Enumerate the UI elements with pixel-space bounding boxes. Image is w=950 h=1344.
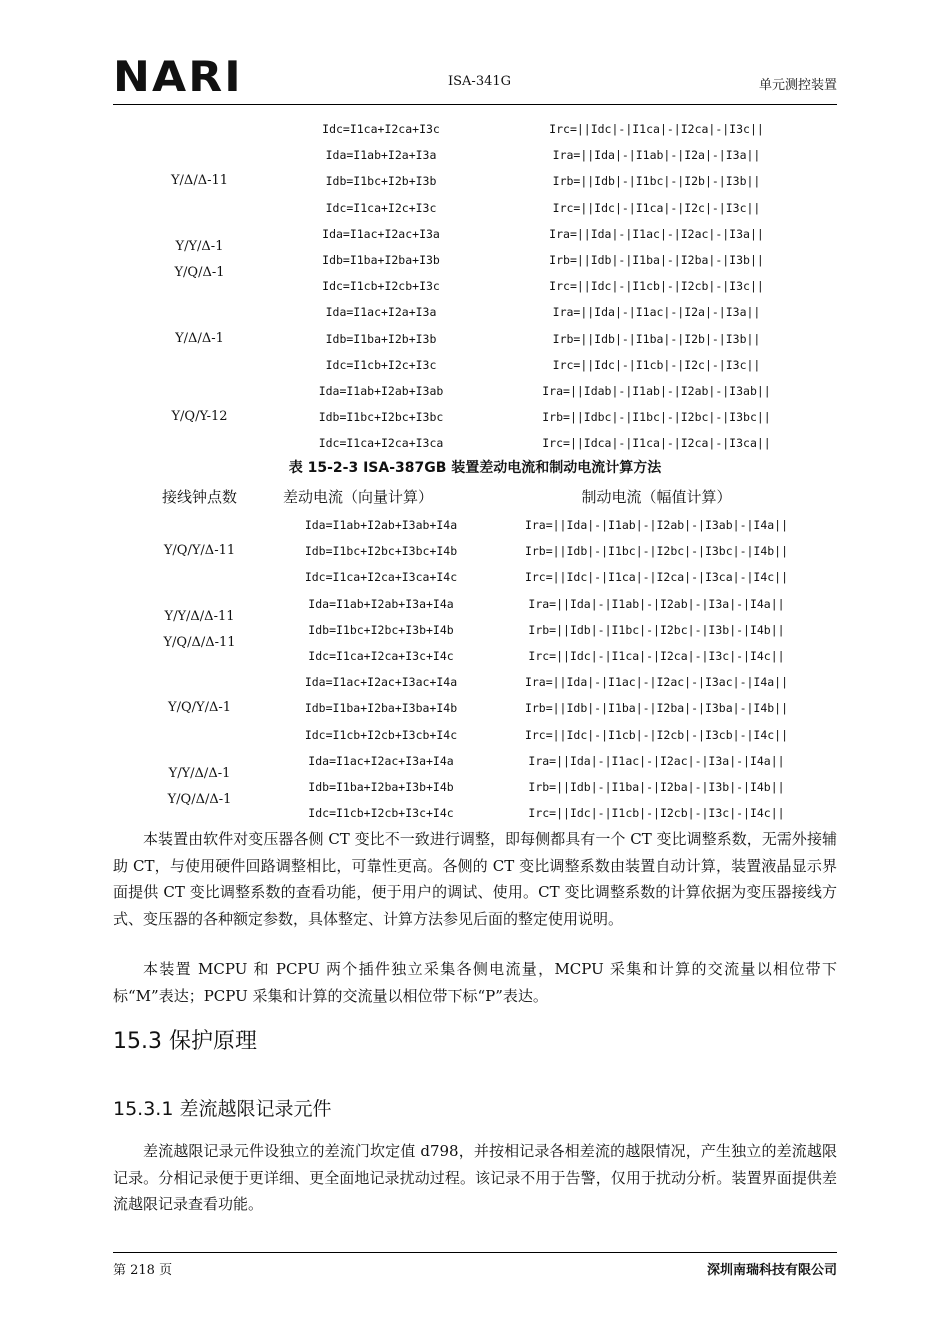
table-row <box>113 142 837 168</box>
paragraph-diff-record: 差流越限记录元件设独立的差流门坎定值 d798，并按相记录各相差流的越限情况，产生独立的差流越限记录。分相记录便于更详细、更全面地记录扰动过程。该记录不用于告警，仅用于扰动分析。装置界面提供差流越限记录查看功能。 <box>113 1142 837 1213</box>
restraint-current-formula: Ira=||Ida|-|I1ac|-|I2a|-|I3a|| <box>552 305 761 320</box>
restraint-current-formula: Irc=||Idca|-|I1ca|-|I2ca|-|I3ca|| <box>542 436 771 451</box>
table-row <box>113 378 837 404</box>
restraint-current-formula: Irc=||Idc|-|I1cb|-|I2c|-|I3c|| <box>552 357 761 372</box>
table-row <box>113 352 837 378</box>
diff-current-formula: Idb=I1bc+I2bc+I3b+I4b <box>308 622 454 637</box>
header-divider <box>113 104 837 105</box>
restraint-current-formula: Irb=||Idb|-|I1bc|-|I2bc|-|I3b|-|I4b|| <box>528 622 785 637</box>
page-number: 第 218 页 <box>113 1263 173 1278</box>
table-row <box>113 512 837 538</box>
diff-current-formula: Idb=I1ba+I2ba+I3b <box>322 253 440 267</box>
table-row <box>113 404 837 430</box>
header-diff-current: 差动电流（向量计算） <box>282 488 433 506</box>
wiring-label: Y/Q/Δ/Δ-11 <box>163 634 236 650</box>
diff-current-formula: Ida=I1ac+I2ac+I3a+I4a <box>308 753 454 768</box>
restraint-current-formula: Irc=||Idc|-|I1cb|-|I2cb|-|I3c|-|I4c|| <box>528 806 785 821</box>
restraint-current-formula: Irb=||Idb|-|I1ba|-|I2b|-|I3b|| <box>552 331 761 346</box>
restraint-current-formula: Irb=||Idb|-|I1ba|-|I2ba|-|I3b|-|I4b|| <box>528 780 785 794</box>
nari-logo: NARI <box>113 52 243 101</box>
restraint-current-formula: Irb=||Idb|-|I1ba|-|I2ba|-|I3ba|-|I4b|| <box>524 701 789 716</box>
diff-current-formula: Idb=I1bc+I2bc+I3bc <box>318 410 444 425</box>
header-model: ISA-341G <box>448 74 512 89</box>
diff-current-formula: Idb=I1ba+I2ba+I3ba+I4b <box>304 701 458 716</box>
wiring-label: Y/Q/Δ/Δ-1 <box>167 792 232 808</box>
table-row <box>113 168 837 194</box>
diff-current-formula: Ida=I1ac+I2a+I3a <box>325 305 437 320</box>
table-row <box>113 195 837 221</box>
restraint-current-formula: Irb=||Idb|-|I1ba|-|I2ba|-|I3b|| <box>549 253 764 267</box>
table-row <box>113 748 837 774</box>
restraint-current-formula: Ira=||Ida|-|I1ac|-|I2ac|-|I3ac|-|I4a|| <box>524 675 789 690</box>
wiring-label: Y/Y/Δ/Δ-1 <box>168 766 231 782</box>
table-row <box>113 695 837 721</box>
diff-current-formula: Idc=I1ca+I2ca+I3ca+I4c <box>304 570 458 585</box>
footer-divider <box>113 1252 837 1253</box>
company-name: 深圳南瑞科技有限公司 <box>706 1263 837 1278</box>
wiring-label: Y/Q/Δ-1 <box>174 265 225 281</box>
header-doc-title: 单元测控装置 <box>758 78 837 93</box>
diff-current-formula: Idc=I1cb+I2cb+I3c <box>322 279 440 294</box>
diff-current-formula: Idc=I1cb+I2cb+I3c+I4c <box>308 806 454 821</box>
diff-current-formula: Idc=I1ca+I2ca+I3c+I4c <box>308 649 454 663</box>
diff-current-formula: Idc=I1cb+I2c+I3c <box>325 357 437 372</box>
diff-current-formula: Idc=I1ca+I2ca+I3ca <box>318 436 444 451</box>
diff-current-formula: Idc=I1ca+I2ca+I3c <box>322 122 440 136</box>
restraint-current-formula: Ira=||Ida|-|I1ab|-|I2ab|-|I3a|-|I4a|| <box>528 596 785 611</box>
restraint-current-formula: Irb=||Idb|-|I1bc|-|I2b|-|I3b|| <box>552 174 761 189</box>
table-row <box>113 247 837 273</box>
wiring-label: Y/Q/Y/Δ-1 <box>167 700 231 716</box>
table-row <box>113 221 837 247</box>
restraint-current-formula: Irc=||Idc|-|I1ca|-|I2ca|-|I3c|-|I4c|| <box>528 649 785 663</box>
table-row <box>113 774 837 800</box>
subsection-title: 15.3.1 差流越限记录元件 <box>113 1098 332 1120</box>
diff-current-formula: Ida=I1ab+I2a+I3a <box>325 148 437 163</box>
table-row <box>113 800 837 826</box>
restraint-current-formula: Irc=||Idc|-|I1ca|-|I2ca|-|I3c|| <box>549 122 764 136</box>
diff-current-formula: Idb=I1ba+I2b+I3b <box>325 331 437 346</box>
diff-current-formula: Idc=I1ca+I2c+I3c <box>325 200 437 215</box>
table-row <box>113 299 837 325</box>
restraint-current-formula: Irc=||Idc|-|I1cb|-|I2cb|-|I3c|| <box>549 279 764 294</box>
header-restraint-current: 制动电流（幅值计算） <box>581 488 732 506</box>
diff-current-formula: Ida=I1ac+I2ac+I3a <box>322 226 440 241</box>
paragraph-ct-ratio: 本装置由软件对变压器各侧 CT 变比不一致进行调整，即每侧都具有一个 CT 变比调整系数，无需外接辅助 CT，与使用硬件回路调整相比，可靠性更高。各侧的 CT 变比调整系数由装置自动计算，装置液晶显示界面提供 CT 变比调整系数的查看功能，便于用户的调试、使用。CT 变比调整系数的计算依据为变压器接线方式、变压器的各种额定参数，具体整定、计算方法参见后面的整定使用说明。 <box>113 830 837 928</box>
diff-current-formula: Ida=I1ab+I2ab+I3ab <box>318 384 444 398</box>
diff-current-formula: Ida=I1ab+I2ab+I3a+I4a <box>308 596 454 611</box>
paragraph-cpu: 本装置 MCPU 和 PCPU 两个插件独立采集各侧电流量，MCPU 采集和计算的交流量以相位带下标“M”表达；PCPU 采集和计算的交流量以相位带下标“P”表达。 <box>113 960 837 1005</box>
wiring-label: Y/Y/Δ/Δ-11 <box>164 608 235 624</box>
wiring-label: Y/Q/Y/Δ-11 <box>163 543 236 559</box>
restraint-current-formula: Ira=||Ida|-|I1ac|-|I2ac|-|I3a|| <box>549 226 764 241</box>
wiring-label: Y/Q/Y-12 <box>171 409 228 425</box>
table-row <box>113 430 837 456</box>
header-wiring: 接线钟点数 <box>161 488 237 506</box>
restraint-current-formula: Ira=||Ida|-|I1ac|-|I2ac|-|I3a|-|I4a|| <box>528 753 785 768</box>
diff-current-formula: Ida=I1ab+I2ab+I3ab+I4a <box>304 518 458 532</box>
wiring-label: Y/Δ/Δ-11 <box>170 173 229 189</box>
section-title: 15.3 保护原理 <box>113 1029 257 1054</box>
table-row <box>113 617 837 643</box>
diff-current-formula: Idb=I1bc+I2bc+I3bc+I4b <box>304 544 458 559</box>
diff-current-formula: Idb=I1bc+I2b+I3b <box>325 174 437 189</box>
table-row <box>113 591 837 617</box>
diff-current-formula: Idb=I1ba+I2ba+I3b+I4b <box>308 780 454 794</box>
restraint-current-formula: Irc=||Idc|-|I1cb|-|I2cb|-|I3cb|-|I4c|| <box>524 727 789 742</box>
wiring-label: Y/Δ/Δ-1 <box>175 330 224 346</box>
restraint-current-formula: Irc=||Idc|-|I1ca|-|I2c|-|I3c|| <box>552 200 761 215</box>
restraint-current-formula: Irb=||Idbc|-|I1bc|-|I2bc|-|I3bc|| <box>542 410 771 425</box>
table-caption: 表 15-2-3 ISA-387GB 装置差动电流和制动电流计算方法 <box>288 460 662 476</box>
table-row <box>113 643 837 669</box>
restraint-current-formula: Ira=||Ida|-|I1ab|-|I2a|-|I3a|| <box>552 148 761 163</box>
table-row <box>113 326 837 352</box>
table-row <box>113 669 837 695</box>
diff-current-formula: Idc=I1cb+I2cb+I3cb+I4c <box>304 727 458 742</box>
table-row <box>113 564 837 590</box>
table-row <box>113 116 837 142</box>
restraint-current-formula: Irc=||Idc|-|I1ca|-|I2ca|-|I3ca|-|I4c|| <box>524 570 789 585</box>
restraint-current-formula: Ira=||Idab|-|I1ab|-|I2ab|-|I3ab|| <box>542 384 771 398</box>
diff-current-formula: Ida=I1ac+I2ac+I3ac+I4a <box>304 675 458 690</box>
table-header <box>113 484 837 510</box>
wiring-label: Y/Y/Δ-1 <box>175 239 224 255</box>
table-row <box>113 538 837 564</box>
restraint-current-formula: Irb=||Idb|-|I1bc|-|I2bc|-|I3bc|-|I4b|| <box>524 544 789 559</box>
restraint-current-formula: Ira=||Ida|-|I1ab|-|I2ab|-|I3ab|-|I4a|| <box>524 518 789 532</box>
table-row <box>113 722 837 748</box>
table-row <box>113 273 837 299</box>
